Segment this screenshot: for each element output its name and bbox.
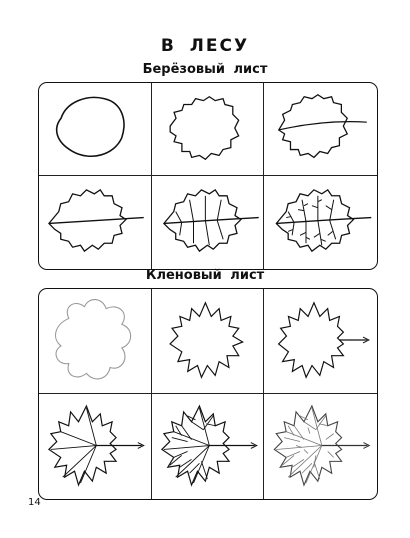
birch-step-6 [264,176,377,269]
birch-step-1 [39,83,152,176]
maple-step-1 [39,289,152,394]
maple-leaf-step-icon [264,394,377,499]
birch-section-heading: Берёзовый лист [142,62,268,77]
birch-step-4 [39,176,152,269]
maple-step-6 [264,394,377,499]
birch-leaf-step-icon [152,176,264,269]
birch-step-2 [152,83,265,176]
maple-leaf-step-icon [264,289,377,393]
birch-leaf-step-icon [39,83,151,175]
page-number: 14 [28,497,41,508]
maple-step-3 [264,289,377,394]
birch-leaf-step-icon [39,176,151,269]
birch-steps-panel [38,82,378,270]
birch-leaf-step-icon [152,83,264,175]
maple-step-2 [152,289,265,394]
birch-step-3 [264,83,377,176]
birch-leaf-step-icon [264,176,377,269]
birch-leaf-step-icon [264,83,377,175]
maple-steps-panel [38,288,378,500]
maple-section-heading: Кленовый лист [145,268,265,283]
birch-step-5 [152,176,265,269]
maple-leaf-step-icon [152,289,264,393]
maple-leaf-step-icon [39,394,151,499]
maple-step-4 [39,394,152,499]
maple-leaf-step-icon [152,394,264,499]
maple-step-5 [152,394,265,499]
page-title: В ЛЕСУ [160,36,250,56]
maple-leaf-step-icon [39,289,151,393]
